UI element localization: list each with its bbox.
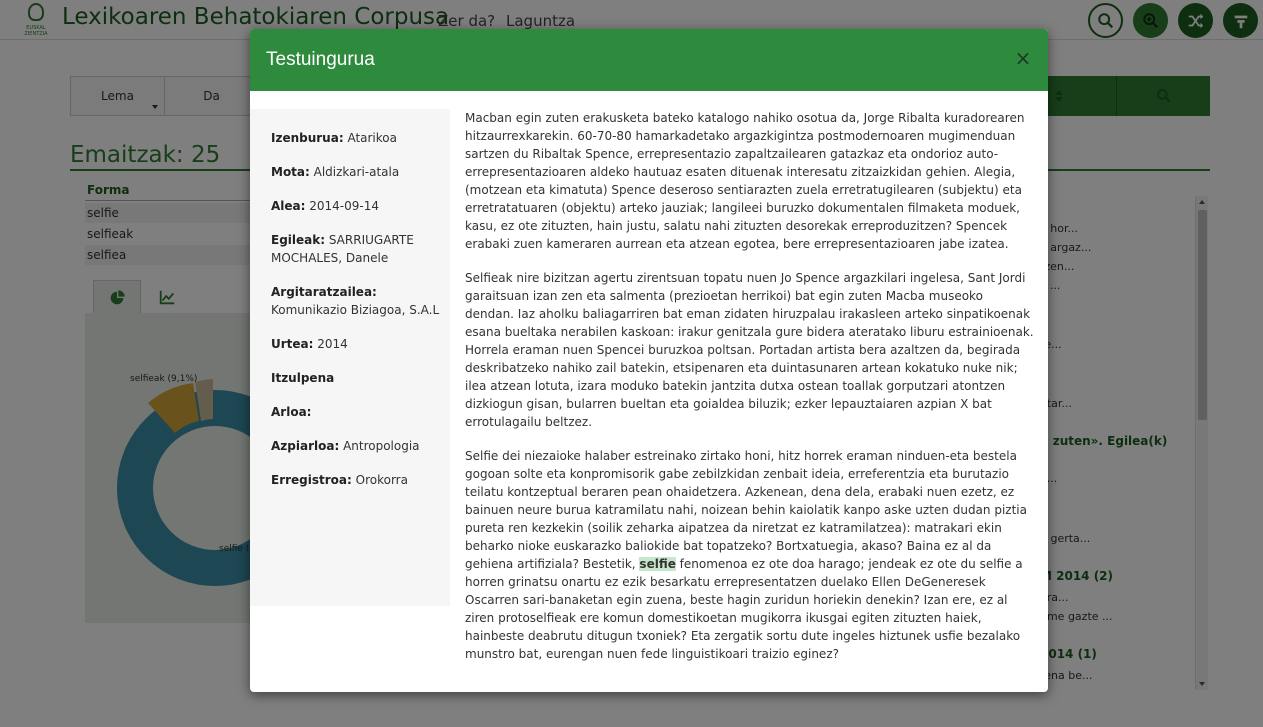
meta-azpiarloa [271,437,441,455]
meta-value: 2014 [313,337,348,351]
meta-key: Urtea: [271,337,314,351]
metadata-panel [250,109,450,606]
modal-header [250,29,1048,91]
meta-value: Atarikoa [343,131,397,145]
meta-key: Itzulpena [271,371,335,385]
meta-key: Egileak: [271,233,326,247]
meta-value: 2014-09-14 [305,199,379,213]
meta-itzulpena [271,369,441,387]
meta-egileak [271,231,441,267]
highlighted-match: selfie [639,557,676,571]
text-after-match: fenomenoa ez ote doa harago; jendeak ez ote du selfie a horren grinatsu onartu ez ezik besarkatu errepresentatzen duelako Ellen DeGeneresek Oscarren sari-banaketan egin zuena, beste hagin zuridun horiekin denekin? Izan ere, ez al ziren protoselfieak ere komun domestikoetan mugikorra ikusgai egiten zituzten haiek, hainbeste deabrutu ditugun txoniek? Eta zergatik sortu dute ingeles hiztunek usfie bezalako munstro bat, eurengan nuen fede linguistikoari traizio eginez? [465,557,1023,661]
paragraph-with-match [465,447,1035,663]
paragraph: Macban egin zuten erakusketa bateko katalogo nahiko osotua da, Jorge Ribalta kuradorearen hitzaurrexkarekin. 60-70-80 hamarkadetako argazkigintza postmodernoaren mugimenduan sartzen du Ribaltak Spence, errepresentazio zapaltzailearen gatazkaz eta ondorioz auto-errepresentazioaren aldeko hautuaz esaten dituenak interesatu zitzaizkidan gehien. Alegia, (motzean eta kimatuta) Spence deseroso sentiarazten zuela erretratugilearen (subjektu) eta erretratatuaren (objektu) arteko jauziak; langileei buruzko dokumentalen filmaketa moduek, kasu, ez ote zituzten, hain justu, salatu nahi zituzten desorekak erreproduzitzen? Spencek erabaki zuen kameraren aurrean eta atzean egotea, bere errepresentazioaren jabe izatea. [465,111,1025,251]
meta-urtea [271,335,441,353]
context-modal [250,29,1048,692]
meta-value: Orokorra [351,473,408,487]
meta-key: Erregistroa: [271,473,352,487]
meta-erregistroa [271,471,441,489]
meta-value: Aldizkari-atala [309,165,400,179]
meta-key: Azpiarloa: [271,439,340,453]
meta-arloa [271,403,441,421]
meta-mota [271,163,441,181]
meta-key: Mota: [271,165,310,179]
meta-alea [271,197,441,215]
meta-key: Izenburua: [271,131,344,145]
meta-key: Alea: [271,199,306,213]
context-text [465,109,1035,679]
paragraph: Selfieak nire bizitzan agertu zirentsuan topatu nuen Jo Spence argazkilari ingelesa, Sant Jordi garaitsuan izan zen eta salmenta (prezioetan herrikoi) bat egin zuten Macba museoko dendan. Iaz aholku baliagarriren bat eman zidaten hiruzpalau irakasleen arteko sinpatikoenak esana bueltaka nerabilen kaskoan: irakur genitzala gure bidera ateratako liburu estrainioenak. Horrela eraman nuen Spencei buruzkoa poltsan. Portadan artista bera azaltzen da, begirada deskribatzeko nahiko zail batekin, etsipenaren eta duintasunaren artean kokatuko nuke nik; ilea atzean lotuta, izara moduko batekin jantzita dutxa ostean toallak gorputzari atontzen dizkiogun gisan, bularren bueltan eta goialdea biluzik; ezker lepauztaiaren azpian X bat errotulagailu beltzez. [465,271,1034,429]
meta-argitaratzailea [271,283,441,319]
meta-izenburua [271,129,441,147]
meta-value: Komunikazio Biziagoa, S.A.L [271,303,440,317]
meta-value: Antropologia [339,439,420,453]
text-before-match: Selfie dei niezaioke halaber estreinako zirtako honi, hitz horrek eraman ninduen-eta bestela gogoan solte eta konpromisorik gabe zebilzkidan zenbait ideia, erreferentzia eta burutazio teilatu kontzeptual beraren pean ohaidetzera. Azkenean, dena dela, erabaki nuen ezetz, ez bainuen neure burua katramilatu nahi, noizean behin kaiolatik kanpo aske uzten dudan piztia pureta ren kezkekin (soilik zeharka aipatzea da niretzat ez katramilatzea): matrakari ekin beharko nioke euskarazko baliokide bat topatzeko? Bortxatuegia, akaso? Baina ez al da gehiena artifiziala? Bestetik, [465,449,1027,571]
meta-key: Arloa: [271,405,312,419]
close-icon[interactable]: × [1014,46,1032,70]
meta-value: SARRIUGARTE MOCHALES, Danele [271,233,414,265]
modal-title: Testuingurua [266,49,375,70]
meta-key: Argitaratzailea: [271,285,377,299]
